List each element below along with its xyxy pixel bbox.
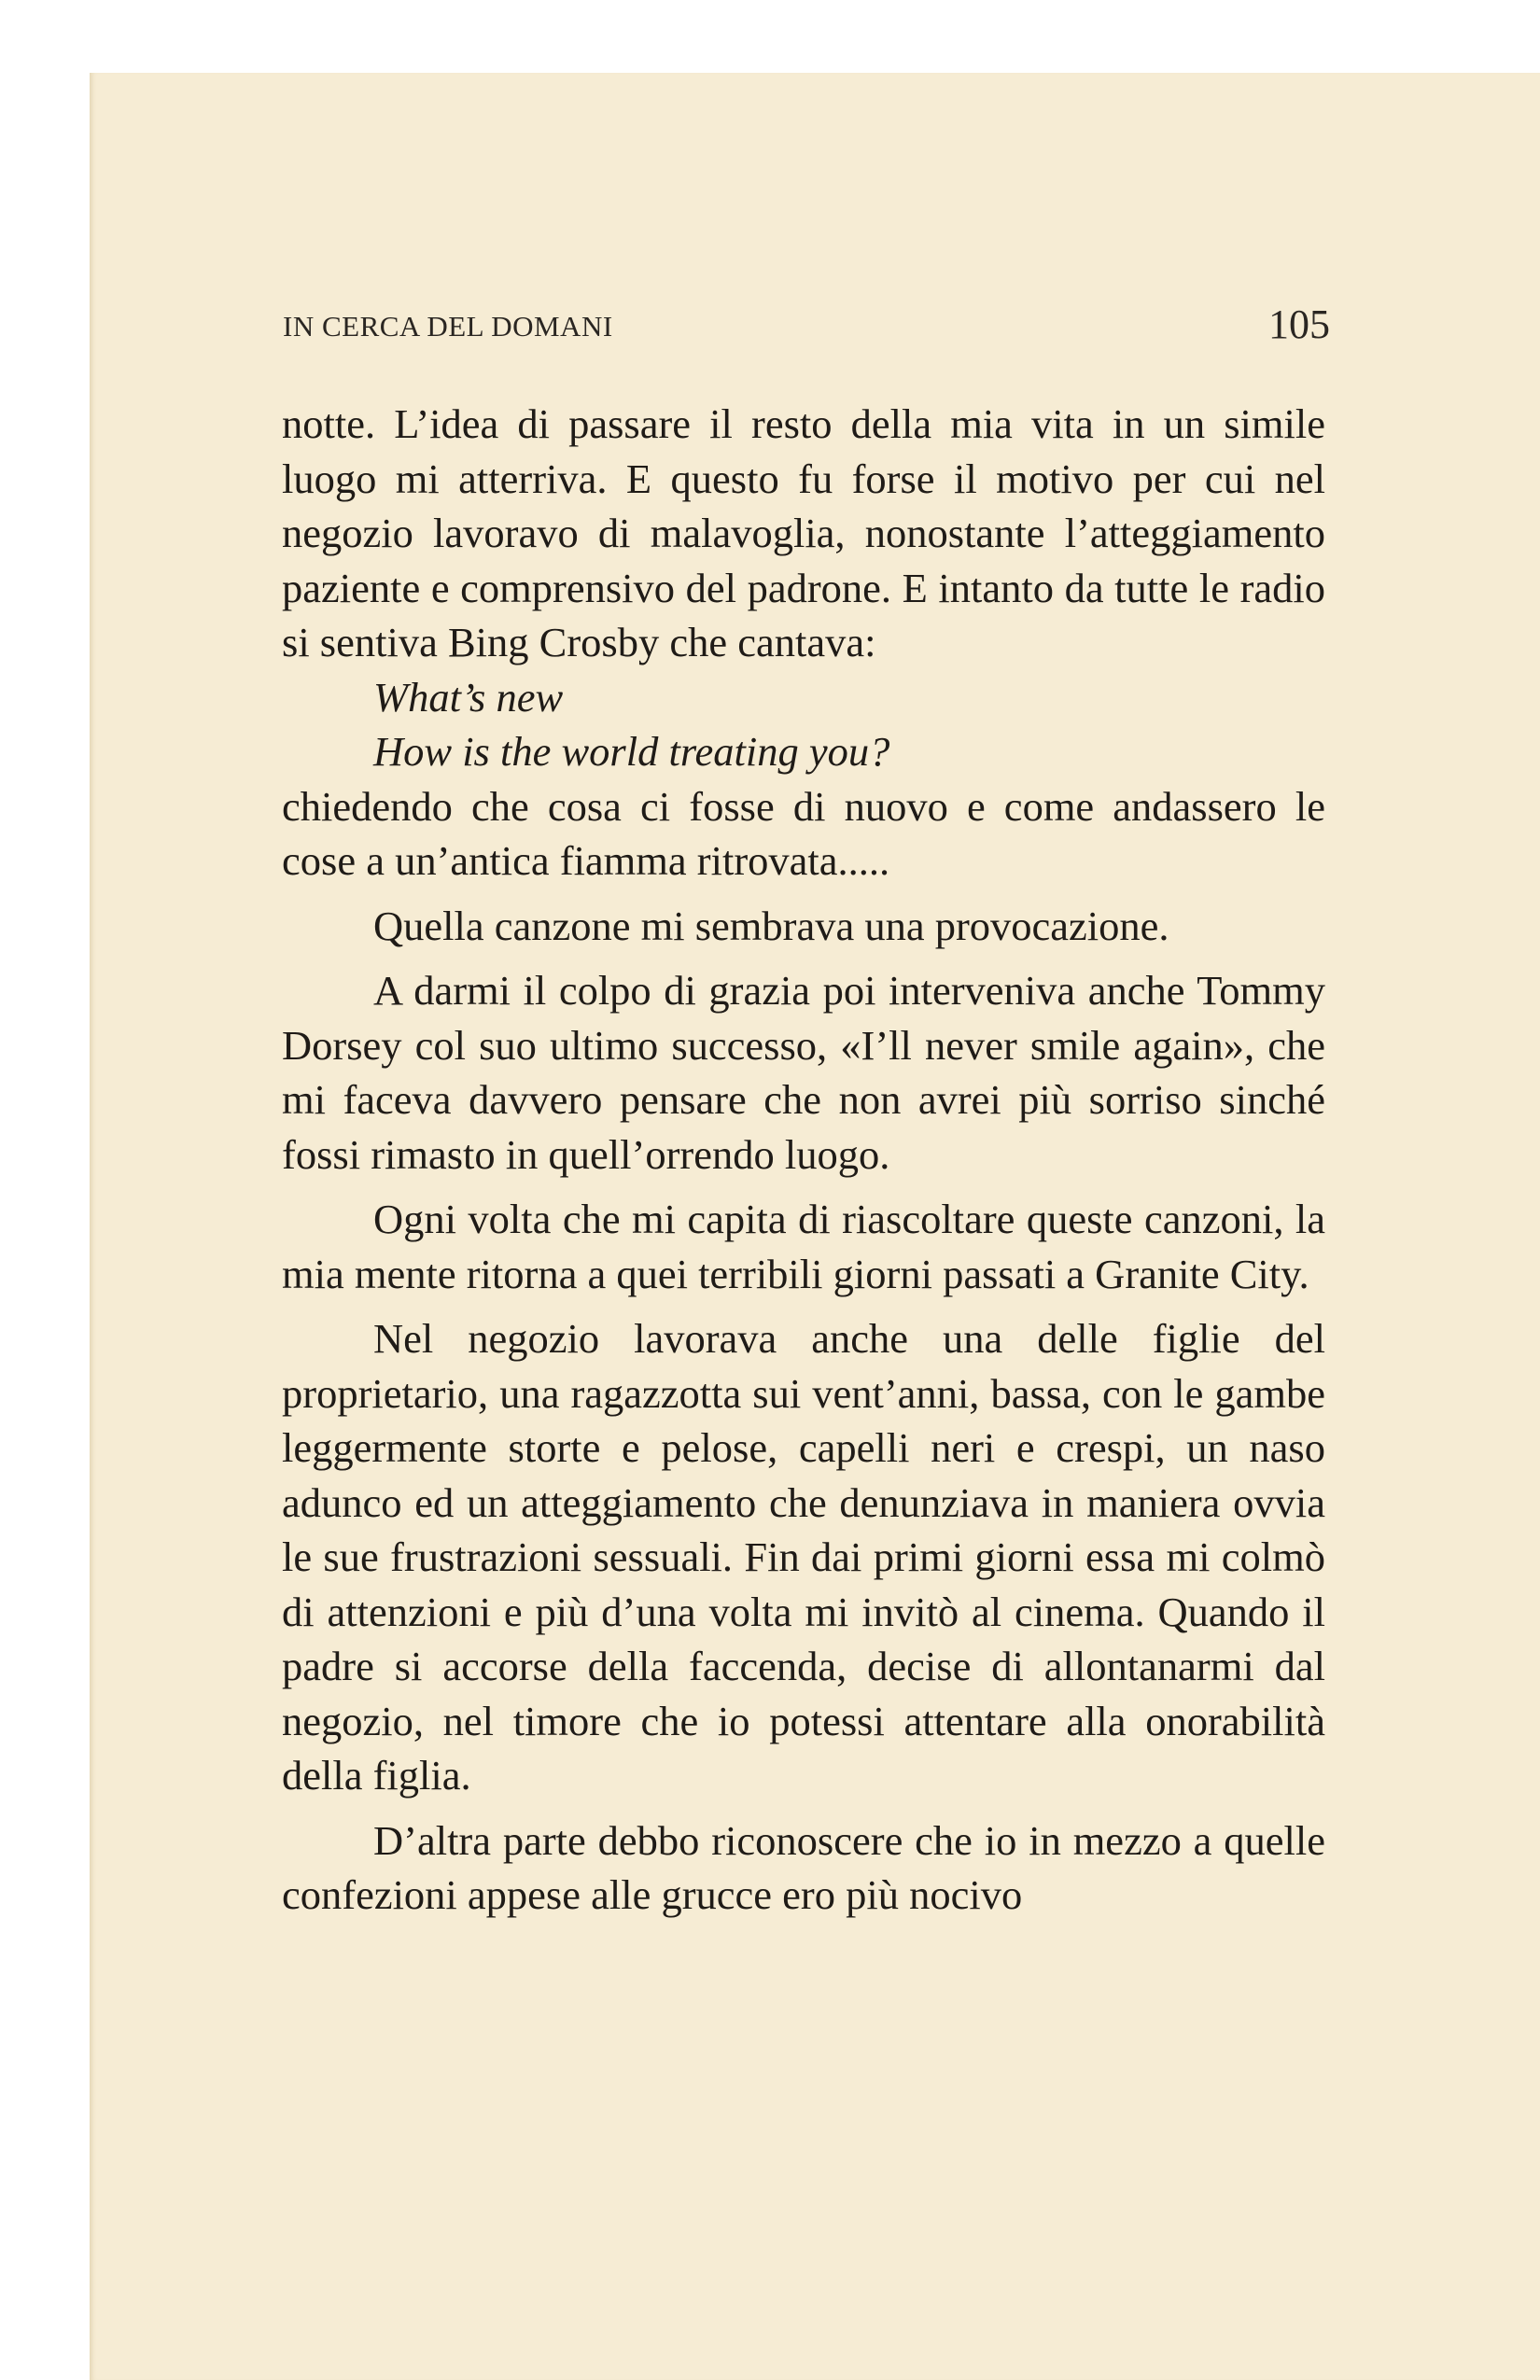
- page-header: [283, 301, 1347, 357]
- paragraph-7: D’altra parte debbo riconoscere che io in mezzo a quelle confezioni appese alle grucce ero più nocivo: [282, 1816, 1325, 1918]
- song-verse-1: What’s new: [373, 673, 564, 721]
- body-text: [282, 397, 1325, 1923]
- paragraph-4: A darmi il colpo di grazia poi interveniva anche Tommy Dorsey col suo ultimo successo, «I’ll never smile again», che mi faceva davvero pensare che non avrei più sorriso sinché fossi rimasto in quell’orrendo luogo.: [282, 967, 1325, 1178]
- paragraph-1: notte. L’idea di passare il resto della mia vita in un simile luogo mi atterriva. E questo fu forse il motivo per cui nel negozio lavoravo di malavoglia, nonostante l’atteggiamento paziente e comprensivo del padrone. E intanto da tutte le radio si sentiva Bing Crosby che cantava:: [282, 400, 1325, 665]
- page-number: 105: [1268, 301, 1330, 347]
- song-verse-2: How is the world treating you?: [373, 728, 890, 775]
- paragraph-6: Nel negozio lavorava anche una delle figlie del proprietario, una ragazzotta sui vent’anni, bassa, con le gambe leggermente storte e pelose, capelli neri e crespi, un naso adunco ed un atteggiamento che denunziava in maniera ovvia le sue frustrazioni sessuali. Fin dai primi giorni essa mi colmò di attenzioni e più d’una volta mi invitò al cinema. Quando il padre si accorse della faccenda, decise di allontanarmi dal negozio, nel timore che io potessi attentare alla onorabilità della figlia.: [282, 1315, 1325, 1799]
- paragraph-5: Ogni volta che mi capita di riascoltare queste canzoni, la mia mente ritorna a quei terribili giorni passati a Granite City.: [282, 1196, 1325, 1297]
- running-head: IN CERCA DEL DOMANI: [283, 310, 613, 343]
- paragraph-2: chiedendo che cosa ci fosse di nuovo e come andassero le cose a un’antica fiamma ritrovata.....: [282, 782, 1325, 884]
- paragraph-3: Quella canzone mi sembrava una provocazione.: [373, 902, 1169, 949]
